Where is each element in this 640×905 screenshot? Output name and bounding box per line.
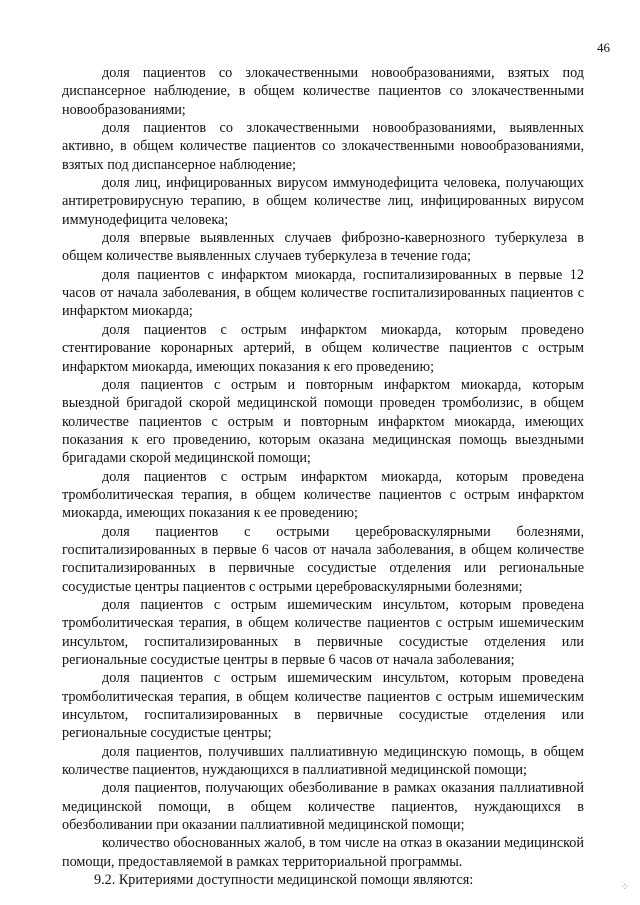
paragraph: доля пациентов, получающих обезболивание в рамках оказания паллиативной медицинской помощи, в общем количестве пациентов, нуждающихся в обезболивании при оказании паллиативной медицинской помощи; bbox=[62, 780, 584, 834]
paragraph: доля пациентов со злокачественными новообразованиями, выявленных активно, в общем количестве пациентов со злокачественными новообразованиями, взятых под диспансерное наблюдение; bbox=[62, 120, 584, 173]
paragraph: доля пациентов с острым ишемическим инсультом, которым проведена тромболитическая терапия, в общем количестве пациентов с острым ишемическим инсультом, госпитализированных в первичные сосудистые отделения или региональные сосудистые центры; bbox=[62, 670, 584, 742]
paragraph: доля пациентов с острым ишемическим инсультом, которым проведена тромболитическая терапия, в общем количестве пациентов с острым ишемическим инсультом, госпитализированных в первичные сосудистые отделения или региональные сосудистые центры в первые 6 часов от начала заболевания; bbox=[62, 596, 584, 668]
page-number: 46 bbox=[597, 40, 610, 55]
scan-mark-icon: ⁘ bbox=[620, 882, 628, 893]
paragraph: доля пациентов с острыми цереброваскулярными болезнями, госпитализированных в первые 6 часов от начала заболевания, в общем количестве госпитализированных в первичные сосудистые отделения или региональные сосудистые центры пациентов с острыми цереброваскулярными болезнями; bbox=[62, 523, 584, 595]
paragraph: количество обоснованных жалоб, в том числе на отказ в оказании медицинской помощи, предоставляемой в рамках территориальной программы. bbox=[62, 835, 584, 870]
paragraph: доля впервые выявленных случаев фиброзно-кавернозного туберкулеза в общем количестве выявленных случаев туберкулеза в течение года; bbox=[62, 230, 584, 265]
document-body bbox=[62, 64, 584, 889]
paragraph: доля пациентов с острым и повторным инфарктом миокарда, которым выездной бригадой скорой медицинской помощи проведен тромболизис, в общем количестве пациентов с острым и повторным инфарктом миокарда, имеющих показания к его проведению, которым оказана медицинская помощь выездными бригадами скорой медицинской помощи; bbox=[62, 376, 584, 467]
section-heading: 9.2. Критериями доступности медицинской помощи являются: bbox=[94, 872, 474, 889]
paragraph: доля пациентов с острым инфарктом миокарда, которым проведено стентирование коронарных артерий, в общем количестве пациентов с острым инфарктом миокарда, имеющих показания к его проведению; bbox=[62, 321, 584, 375]
paragraph: доля пациентов, получивших паллиативную медицинскую помощь, в общем количестве пациентов, нуждающихся в паллиативной медицинской помощи; bbox=[62, 743, 584, 779]
paragraph: доля пациентов с инфарктом миокарда, госпитализированных в первые 12 часов от начала заболевания, в общем количестве госпитализированных пациентов с инфарктом миокарда; bbox=[62, 266, 584, 320]
paragraph: доля пациентов со злокачественными новообразованиями, взятых под диспансерное наблюдение, в общем количестве пациентов со злокачественными новообразованиями; bbox=[62, 65, 584, 118]
paragraph: доля пациентов с острым инфарктом миокарда, которым проведена тромболитическая терапия, в общем количестве пациентов с острым инфарктом миокарда, имеющих показания к ее проведению; bbox=[62, 468, 584, 522]
paragraph: доля лиц, инфицированных вирусом иммунодефицита человека, получающих антиретровирусную терапию, в общем количестве лиц, инфицированных вирусом иммунодефицита человека; bbox=[62, 175, 584, 228]
